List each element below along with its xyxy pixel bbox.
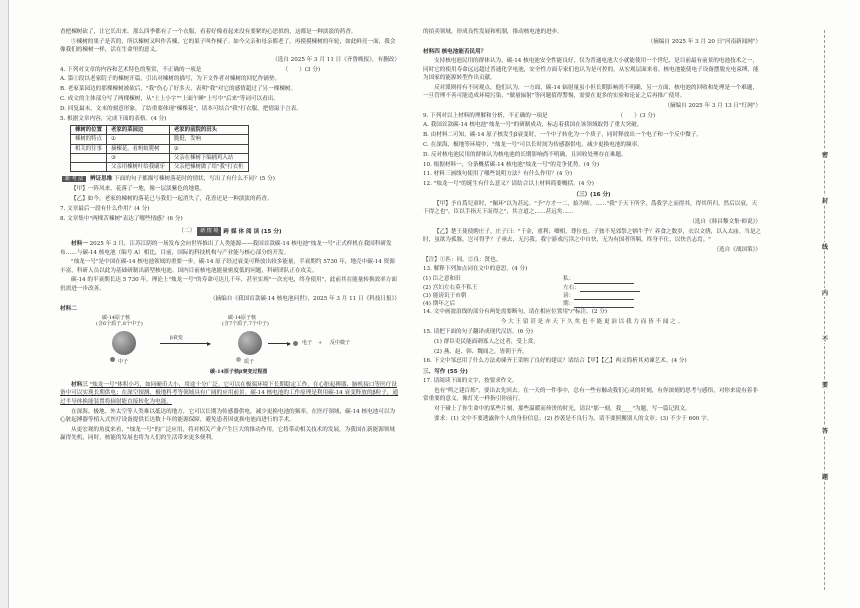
question-16: 16. 下文中邹忌用了什么方法劝谏齐王采纳了良好的建议？请结合【甲】【乙】两文简析其劝谏艺术。(4 分) (423, 358, 687, 365)
diagram-label: 反中微子 (330, 340, 351, 347)
answer-table (70, 125, 249, 172)
question-13: 13. 解释下列加点词在文中的意思。(4 分) (423, 266, 528, 273)
diagram-label: 电子 (302, 340, 313, 347)
option-c: C. 在深海、极地等环境中，"烛龙一号"可以长时间为传感器供电，减少更换电池的频率。 (423, 142, 643, 149)
passage-jia: 【甲】予自爲兒童时，"佩环"以为甚远。"予"方才一二，始为师。……"我"于天下所学，爲我学之而得其，得其所归，然后以衰，天下得之也"，臣以手指天下而得之"，其言道之……甚远矣…… (423, 200, 758, 216)
table-cell[interactable]: ③ (106, 153, 169, 162)
source-note: （摘编自《我国首款碳-14 核电池问世》，2025 年 3 月 11 日《科技日报》） (209, 295, 400, 302)
seal-character: 不 (819, 334, 831, 343)
material-4-header (423, 48, 761, 56)
question-6 (60, 175, 400, 183)
question-15: 15. 请把下面的句子翻译成现代汉语。(6 分) (423, 329, 533, 335)
proton-icon (236, 357, 241, 362)
diagram-caption: 碳-14原子核β衰变过程图 (210, 369, 268, 376)
diagram-label: 碳-14原子核 (102, 315, 131, 322)
new-context-tag: 新 情 境 (197, 227, 221, 235)
translate-item: (1) 群臣吏民能面刺寡人之过者，受上赏。 (434, 338, 539, 345)
reading-paragraph: ⑤棟树的果子是苦的，所以棟树又叫作苦棟，它的果子叫作楝子。如今父亲和母亲都老了，再摸摸楝树的年轮，如此鲜亮一面，我会像我们的楝树一样，活在生命里的意义。 (60, 38, 396, 54)
translate-item: (2) 燕、赵、韩、魏闻之，皆朝于齐。 (434, 348, 528, 355)
page-edge (0, 0, 8, 608)
material-1: 材料一 2025 年 3 月，江苏江阴的一场发布会向世界推出了人类能源——我国首款碳-14 核电池"烛龙一号"正式样机在我国科研发布……与碳-14 核电池（编号 A）相比，目前，国际的科技机构与产业能与核心部分的开发。 (60, 241, 392, 256)
seal-character: 密 (819, 150, 831, 159)
left-column (60, 28, 400, 444)
list-item: (3) 能谤讥于市朝 (423, 292, 467, 299)
option-b: B. 由材料二可知，碳-14 原子核发生β衰变时，一个中子转化为一个质子，同时释放出一个电子和一个反中微子。 (423, 132, 703, 139)
list-item: (2) 宫妇左右莫不私王 (423, 284, 478, 291)
right-column (423, 28, 761, 424)
table-header: 棟树的位置 (71, 125, 107, 134)
reading-paragraph: 的拍卖领域，形成良性发展和机制，推动核电池的进步。 (423, 29, 563, 35)
source-note: （选自《韩昌黎文集·师说》） (689, 218, 761, 225)
option-c: C. 成文的主体部分写了两棵楝树，从"土上小字""上面午睡"上写中"后来"等词可以看出。 (60, 96, 279, 103)
table-row (71, 153, 249, 162)
reading-paragraph: 碳-14 的半衰期长达 5 730 年，理论上"烛龙一号"的寿命可达几千年，甚至实现"一次充电，终身使用"，此前其在能量转换效率方面仍需进一步改善。 (60, 277, 397, 292)
material-label: 材料四 (423, 48, 440, 55)
option-d: D. 回复最末，文末的刻意形象，了结重要体现"楝棵花"，请本可结合"我"打衣服，把情溢于言表。 (60, 105, 302, 112)
section-number: （二） (178, 228, 196, 235)
question-5: 5. 根据文章内容，完成下面的表格。(4 分) (60, 115, 167, 122)
material-label: 材料二 (60, 305, 77, 312)
passage-yi: 【乙】楚王使使聘庄子，庄子曰："千金，重利；卿相，尊位也。子独不见郊祭之牺牛乎？养食之数岁，衣以文绣，以入太庙。当是之时，虽欲为孤豚，岂可得乎？子亟去，无污我。我宁游戏污渎之中自快，无为有国者所羁，终身不仕，以快吾志焉。" (423, 228, 762, 244)
reading-paragraph: 支持核电池民用的群体认为，碳-14 核电池安全性能良好，仅为普通电池大小就能使用一个世纪，是目前最有前景的电池技术之一，同时它的使用寿命远远超过普通化学电池，安全性方面专家们也认为是可控的。从宏观层面来看，核电池能使电子设备摆脱充电束缚，能为国家的能源转型作出贡献。 (423, 58, 759, 81)
question-10: 10. 根据材料一，分条概括碳-14 核电池"烛龙一号"的竞争优势。(4 分) (423, 161, 600, 168)
essay-prompt: 也有"鸣之建百炼"，要出去先回去。在一天的一件事中，总有一些有触动我们心灵的时刻，有你深刻的思考与感悟，对你来说有着非常重要的意义，像灯光一样指引你前行。 (423, 387, 758, 403)
material-label: 材料三 (71, 382, 88, 389)
material-3: 材料三 "烛龙一号"体积小巧，如同硬币大小，用途十分广泛。它可以在极端环境下长期稳定工作，在心脏起搏器、脑机接口等医疗设备中可以实现长期供电；在深空探测、极地科考等领域具有广阔的应用前景。碳-14 核电池的工作原理是利用碳-14 衰变释放的β粒子，通过半导体换能装置将辐射能直接转化为电能。 (60, 382, 399, 405)
table-cell (71, 153, 107, 162)
reading-paragraph: 在深海、极地、外太空等人类难以抵达的地方，它可以长期为传感器供电，减少更换电池的频率。在医疗领域，碳-14 核电池可以为心脏起搏器等植入式医疗设备提供长达数十年的能源保障，避免患者因更换电池而进行的手术。 (60, 408, 396, 423)
table-row (71, 144, 249, 153)
table-cell (71, 163, 107, 172)
electron-icon (293, 341, 298, 346)
q13-items (423, 275, 761, 308)
quote-jia: 【甲】一阵风来，花落了一地，像一层淡紫色的地毯。 (71, 186, 206, 193)
source-note: （摘编自 2025 年 3 月 13 日"红网"） (664, 102, 761, 109)
list-item: (1) 臣之意和旧 (423, 276, 461, 283)
question-4: 4. 下列对文章的内容和艺术特色的鉴赏，不正确的一项是 （ ）(3 分) (60, 66, 321, 73)
table-row (71, 135, 249, 144)
table-cell[interactable]: ② (169, 144, 248, 153)
reading-paragraph: 从更宏观的角度来看，"烛龙一号"的广泛应用，将对相关产业产生巨大的推动作用。它将带动相关技术的发展，为我国在新能源领域赢得先机，同时，核能的发展也将为人们的生活带来更多便利。 (60, 426, 395, 441)
new-method-tag: 新 考 法 (62, 176, 86, 182)
seal-character: 内 (819, 288, 831, 297)
option-b: B. 老家菜园边的那棵楝树被砍后，"我"伤心了好多天，表明"我"对它的感情超过了另一棵楝树。 (60, 86, 297, 93)
table-cell: 父亲用棟树叶给我刷牙 (106, 163, 169, 172)
seal-character: 答 (819, 426, 831, 435)
neutron-icon (110, 357, 115, 362)
reading-paragraph: 香把棟树砍了，让它长出来。那么四季都有了一个衣服，看着好像看起来没有要紧的心思似的，这都是一种淡淡的药香。 (60, 29, 357, 35)
section-title: 跨 媒 体 阅 读 (15 分) (223, 228, 282, 235)
seal-dashed-line (824, 30, 825, 590)
arrow-icon (268, 343, 290, 344)
list-item: (4) 期年之后 (423, 301, 456, 308)
table-cell: 脆挺，发响 (169, 135, 248, 144)
material-title: 核电池能否民用？ (441, 48, 487, 55)
table-cell: 父亲把楝树做了给"我"打衣柜 (169, 163, 248, 172)
diagram-label: 碳-14原子核 (228, 315, 257, 322)
table-row (71, 163, 249, 172)
question-11: 11. 材料三画线句使用了哪些说明方法？有什么作用？(4 分) (423, 171, 573, 178)
essay-requirements: 要求：(1) 文中不要透露你个人的身份信息；(2) 抄袭是不良行为，请不要照搬别人的文章；(3) 不少于 600 字。 (434, 415, 713, 422)
answer-blank[interactable]: 期： (563, 300, 683, 308)
diagram-label: (含7个质子,7个中子) (222, 321, 269, 328)
question-12: 12. "烛龙一号"的诞生有什么意义？请结合以上材料简要概括。(4 分) (423, 181, 594, 188)
diagram-label: β衰变 (170, 335, 183, 342)
seal-line-column (786, 0, 860, 608)
table-cell: 相关的往事 (71, 144, 107, 153)
table-cell: 摘楝花，看蚂蚁爬树 (106, 144, 169, 153)
option-a: A. 我国首款碳-14 核电池"烛龙一号"的研制成功，标志着我国在该领域取得了重大突破。 (423, 122, 643, 129)
source-note: （选自 2025 年 3 月 11 日《齐鲁晚报》，有删改） (272, 56, 400, 63)
question-9: 9. 下列对以上材料的理解和分析，不正确的一项是 （ ）(3 分) (423, 112, 656, 119)
question-14: 14. 文中画波浪线的部分有两处需要断句，请在相应位置用"/"标注。(2 分) (423, 309, 608, 316)
table-cell: 棟树的特点 (71, 135, 107, 144)
arrow-icon (160, 343, 210, 344)
section-heading: 三、写作 (55 分) (423, 368, 468, 375)
option-a: A. 第①段以老家院子的棟树开篇，引出对楝树的描写，为下文作者对楝树的回忆作铺垫。 (60, 76, 281, 83)
seal-character: 要 (819, 380, 831, 389)
question-8: 8. 文章集中"两棵苦棟树"表达了哪些情感？(6 分) (60, 215, 183, 222)
option-d: D. 反对核电池民用的群体认为核电池的长期影响尚不明确，且回收处理存在难题。 (423, 151, 627, 158)
question-6-title: 辨证思维 (89, 176, 113, 183)
seal-character: 题 (819, 472, 831, 481)
carbon14-nucleus-icon (112, 331, 136, 355)
section-heading (60, 226, 400, 237)
question-7: 7. 文章最后一段有什么作用？(4 分) (60, 205, 150, 212)
punctuation-passage: 今 大 王 留 甚 是 亦 天 下 久 矣 也 不 能 更 治 以 我 力 而 皆 不 闻 之 。 (500, 319, 684, 326)
seal-character: 封 (819, 196, 831, 205)
diagram-label: 质子 (244, 359, 255, 366)
essay-prompt: 对于碰上了你生命中的某些片刻，那些温暖而珍贵的时光，请以"那一刻，我____"为题，写一篇记叙文。 (434, 405, 691, 412)
answer-blank[interactable]: 私： (563, 275, 683, 283)
reading-paragraph: "烛龙一号"是中国在碳-14 核电池领域的重要一步。碳-14 原子经过衰变可释放出较多能量，半衰期约 5730 年，地壳中碳-14 资源丰富，科研人员以此为基础研制出新型核电池。国内目前核电池能量密度低的问题，科研团队正在攻关。 (60, 259, 395, 274)
question-17: 17. 请阅读下面的文字，按要求作文。 (423, 377, 518, 384)
diagram-label: 中子 (118, 359, 129, 366)
diagram-label: + (318, 340, 323, 347)
table-header: 老家的前院的田头 (169, 125, 248, 134)
section-heading: （三）(16 分) (573, 191, 611, 198)
answer-blank[interactable]: 左右： (563, 284, 683, 292)
table-cell: 父亲在棟树下编捕鸡入站 (169, 153, 248, 162)
table-cell[interactable]: ① (106, 135, 169, 144)
table-header: 老家的菜园边 (106, 125, 169, 134)
answer-blank[interactable]: 谤： (563, 292, 683, 300)
decay-diagram (60, 315, 400, 379)
nitrogen14-nucleus-icon (238, 331, 262, 355)
material-label: 材料一 (71, 241, 88, 248)
diagram-label: (含6个质子,8个中子) (96, 321, 143, 328)
reading-paragraph: 反对派则持有不同观点，他们认为，一方面，碳-14 辐射量虽小但长期影响尚不明确，另一方面，核电池的回收和处理是一个难题，一旦管理不善可能造成环境污染，"做量辐射"等问题值得警惕，需要在更多的实验和论证之后再推广使用。 (423, 84, 759, 100)
page-edge-line (8, 0, 9, 608)
seal-character: 线 (819, 242, 831, 251)
source-note: （选自《战国策》） (713, 246, 761, 253)
quote-yi: 【乙】如今，老家的棟树的落花已与我们一起消失了，花香还是一种淡淡的药香。 (71, 196, 273, 203)
annotation-note: 【注】①匹：同。②良：贤也。 (423, 256, 502, 263)
source-note: （摘编自 2025 年 3 月 20 日"河南新闻网"） (647, 38, 761, 45)
question-6-text: 下面的句子都描写棟树落花时的情状，写出了有什么不同？(5 分) (114, 176, 275, 183)
